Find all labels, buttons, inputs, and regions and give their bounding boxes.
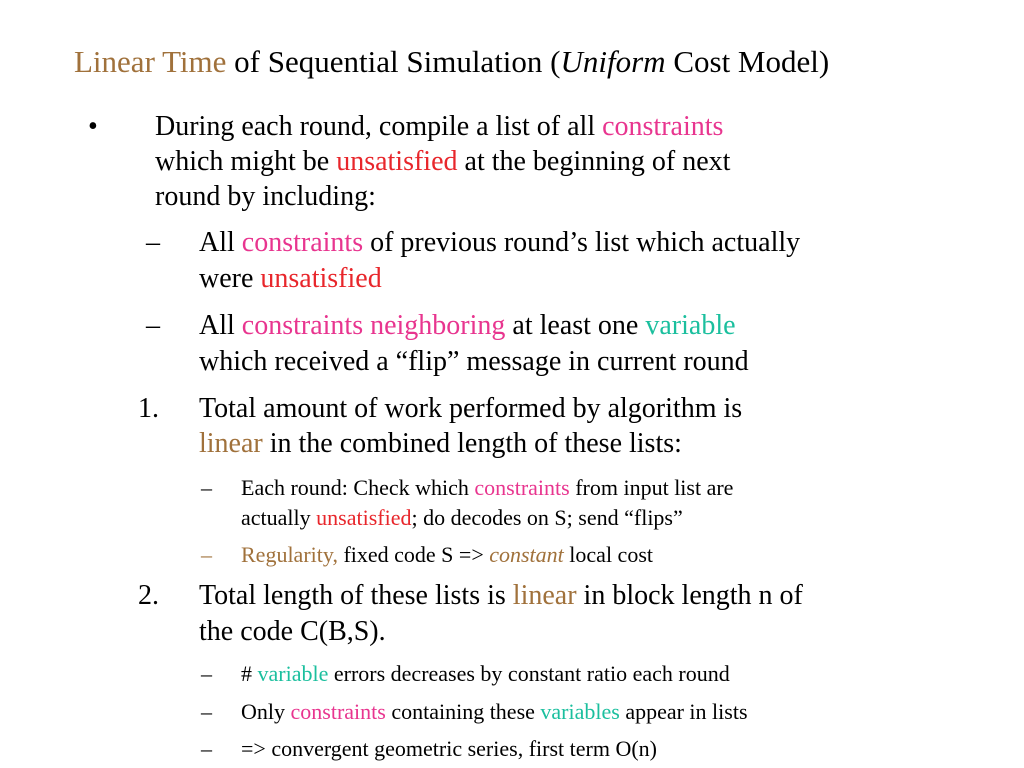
text-run: containing these bbox=[385, 699, 541, 724]
sub1-marker: – bbox=[146, 227, 160, 258]
slide-title bbox=[74, 44, 829, 80]
item1-suba-marker: – bbox=[201, 475, 212, 500]
text-run: at the beginning of next bbox=[457, 146, 731, 177]
text-run: fixed code S => bbox=[337, 542, 490, 567]
text-run: variable bbox=[257, 661, 329, 686]
text-run: variables bbox=[540, 699, 620, 724]
item2-suba-marker: – bbox=[201, 661, 212, 686]
text-run: ; do decodes on S; send “flips” bbox=[411, 505, 683, 530]
text-run: All bbox=[199, 227, 242, 258]
sub1-line-2 bbox=[199, 263, 382, 295]
text-run: constant bbox=[489, 542, 564, 567]
bullet-line-2 bbox=[155, 146, 730, 178]
text-run: constraints bbox=[474, 475, 570, 500]
text-run: constraints bbox=[241, 227, 364, 258]
text-run: Only bbox=[241, 699, 291, 724]
bullet-line-3: round by including: bbox=[155, 181, 376, 212]
item2-subc-marker: – bbox=[201, 736, 212, 761]
sub2-marker: – bbox=[146, 310, 160, 341]
item2-subb-marker: – bbox=[201, 699, 212, 724]
item2-marker: 2. bbox=[138, 580, 159, 611]
sub2-line-2: which received a “flip” message in current round bbox=[199, 346, 749, 377]
text-run: errors decreases by constant ratio each round bbox=[328, 661, 730, 686]
item1-suba-line-1 bbox=[241, 475, 733, 501]
text-run: # bbox=[241, 661, 258, 686]
text-run: Regularity, bbox=[241, 542, 338, 567]
text-run: were bbox=[199, 263, 261, 294]
text-run: constraints neighboring bbox=[241, 310, 506, 341]
text-run: variable bbox=[645, 310, 736, 341]
text-run: Total length of these lists is bbox=[199, 580, 513, 611]
text-run: linear bbox=[512, 580, 577, 611]
text-run: in block length n of bbox=[576, 580, 803, 611]
sub2-line-1 bbox=[199, 310, 736, 342]
text-run: All bbox=[199, 310, 242, 341]
item1-subb-marker: – bbox=[201, 542, 212, 567]
item1-subb-line bbox=[241, 542, 653, 568]
text-run: linear bbox=[199, 428, 263, 459]
bullet-line-1 bbox=[155, 111, 723, 143]
item1-line-1: Total amount of work performed by algorithm is bbox=[199, 393, 743, 424]
item2-line-1 bbox=[199, 580, 803, 612]
title-accent: Linear Time bbox=[74, 44, 227, 79]
item2-suba-line bbox=[241, 661, 730, 687]
item2-subc-line: => convergent geometric series, first term O(n) bbox=[241, 736, 657, 761]
text-run: in the combined length of these lists: bbox=[262, 428, 682, 459]
text-run: During each round, compile a list of all bbox=[155, 111, 603, 142]
text-run: local cost bbox=[563, 542, 653, 567]
item2-subb-line bbox=[241, 699, 748, 725]
sub1-line-1 bbox=[199, 227, 800, 259]
text-run: unsatisfied bbox=[316, 505, 412, 530]
text-run: unsatisfied bbox=[260, 263, 382, 294]
title-italic: Uniform bbox=[560, 44, 666, 79]
text-run: from input list are bbox=[569, 475, 734, 500]
text-run: Each round: Check which bbox=[241, 475, 475, 500]
title-middle: of Sequential Simulation ( bbox=[226, 44, 561, 79]
text-run: of previous round’s list which actually bbox=[363, 227, 801, 258]
bullet-marker: • bbox=[88, 111, 98, 142]
text-run: appear in lists bbox=[619, 699, 748, 724]
text-run: unsatisfied bbox=[336, 146, 458, 177]
item1-line-2 bbox=[199, 428, 682, 460]
item2-line-2: the code C(B,S). bbox=[199, 616, 386, 647]
title-end: Cost Model) bbox=[665, 44, 830, 79]
item1-suba-line-2 bbox=[241, 505, 683, 531]
text-run: which might be bbox=[155, 146, 337, 177]
text-run: constraints bbox=[602, 111, 724, 142]
text-run: actually bbox=[241, 505, 317, 530]
text-run: constraints bbox=[290, 699, 386, 724]
item1-marker: 1. bbox=[138, 393, 159, 424]
text-run: at least one bbox=[505, 310, 646, 341]
